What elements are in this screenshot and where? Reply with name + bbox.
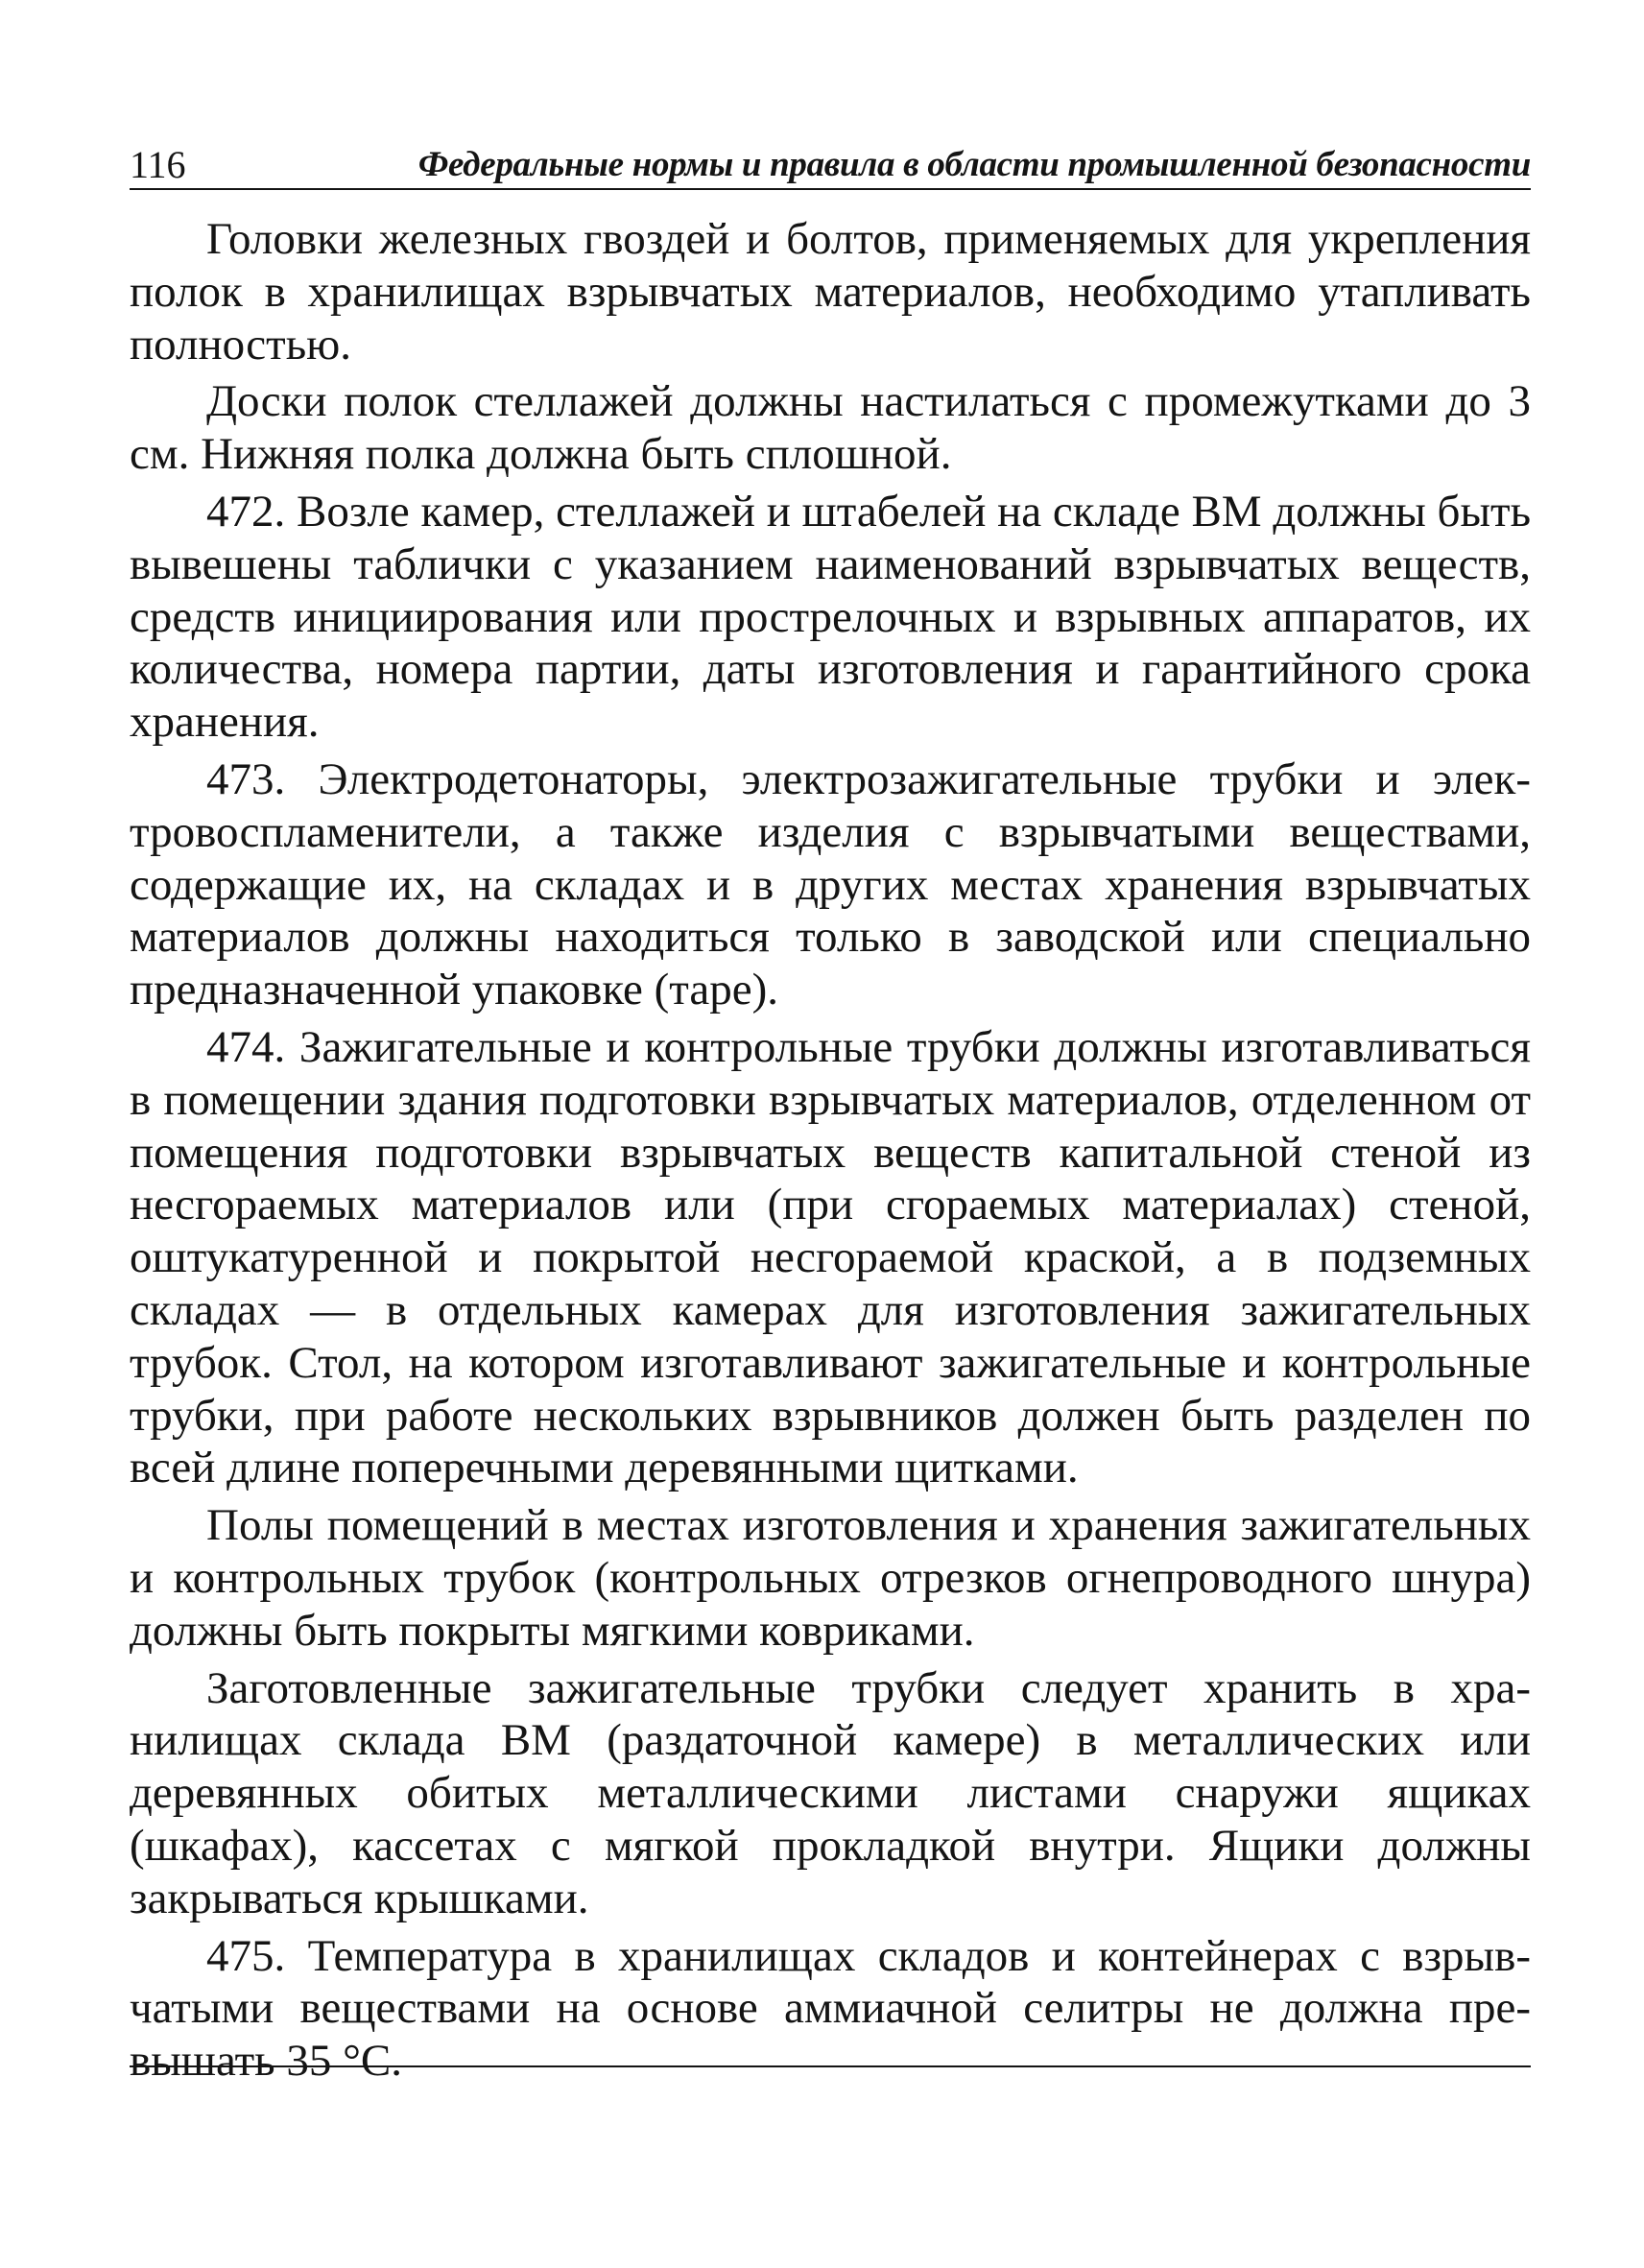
paragraph-472: 472. Возле камер, стеллажей и штабелей на складе ВМ должны быть вывешены таблички с указанием наименований взрывчатых веществ, средств инициирования или прострелочных и взрывных аппаратов, их количества, номера партии, даты изготовления и гарантийного срока хранения. bbox=[130, 486, 1532, 748]
running-title: Федеральные нормы и правила в области промышленной безопасности bbox=[417, 145, 1531, 184]
footer-divider bbox=[130, 2065, 1531, 2067]
paragraph-floors: Полы помещений в местах изготовления и хранения зажигательных и контрольных трубок (контрольных отрезков огнепроводного шнура) должны быть покрыты мягкими ковриками. bbox=[130, 1500, 1531, 1656]
paragraph-474: 474. Зажигательные и контрольные трубки должны изготавливаться в помещении здания подготовки взрывчатых материалов, отделенном от помещения подготовки взрывчатых веществ капитальной стеной из несгораемых материалов или (при сгораемых материалах) стеной, оштукатуренной и покрытой несгораемой краской, а в подземных складах — в отдельных камерах для изготовления зажигательных трубок. Стол, на котором изготавливают зажигательные и контрольные трубки, при работе нескольких взрывников должен быть разделен по всей длине поперечными деревянными щитками. bbox=[130, 1021, 1531, 1493]
paragraph-475: 475. Температура в хранилищах складов и контейнерах с взрывчатыми веществами на основе аммиачной селитры не должна превышать 35 °С. bbox=[130, 1930, 1531, 2087]
paragraph-shelf-boards: Доски полок стеллажей должны настилаться с промежутками до 3 см. Нижняя полка должна быть сплошной. bbox=[130, 376, 1531, 480]
page-header bbox=[130, 144, 1531, 186]
header-divider bbox=[130, 188, 1531, 190]
paragraph-473: 473. Электродетонаторы, электрозажигательные трубки и электровоспламенители, а также изделия с взрывчатыми веществами, содержащие их, на складах и в других местах хранения взрывчатых материалов должны находиться только в заводской или специально предназначенной упаковке (таре). bbox=[130, 753, 1531, 1015]
paragraph-nail-heads: Головки железных гвоздей и болтов, применяемых для укрепления полок в хранилищах взрывчатых материалов, необходимо утапливать полностью. bbox=[130, 214, 1531, 370]
paragraph-stored-tubes: Заготовленные зажигательные трубки следует хранить в хранилищах склада ВМ (раздаточной камере) в металлических или деревянных обитых металлическими листами снаружи ящиках (шкафах), кассетах с мягкой прокладкой внутри. Ящики должны закрываться крышками. bbox=[130, 1662, 1531, 1923]
body-text bbox=[130, 213, 1531, 2092]
page-number: 116 bbox=[130, 143, 186, 186]
